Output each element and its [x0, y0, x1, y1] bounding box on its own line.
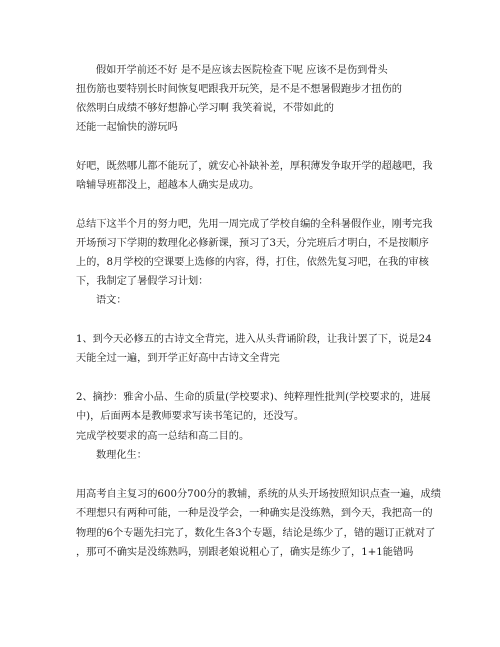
list-item-line: 天能全过一遍，到开学正好高中古诗文全背完: [76, 353, 280, 364]
paragraph-line: 物理的6个专题先扫完了，数化生各3个专题，结论是练少了，错的题订正就对了: [76, 528, 436, 539]
list-item-line: 2、摘抄：雅舍小品、生命的质量(学校要求)、纯粹理性批判(学校要求的，进展: [76, 392, 431, 403]
paragraph-line: 不理想只有两种可能，一种是没学会，一种确实是没练熟，到今天，我把高一的: [76, 508, 433, 519]
section-heading-chinese: 语文：: [96, 295, 127, 306]
list-item-line: 1、到今天必修五的古诗文全背完，进入从头背诵阶段，让我计罢了下，说是24: [76, 334, 432, 345]
section-heading-science: 数理化生：: [96, 450, 147, 461]
poem-line: 还能一起愉快的游玩吗: [76, 122, 178, 133]
paragraph-line: 好吧，既然哪儿都不能玩了，就安心补缺补差，厚积薄发争取开学的超越吧，我: [76, 161, 433, 172]
paragraph-line: 用高考自主复习的600分700分的教辅，系统的从头开场按照知识点查一遍，成绩: [76, 489, 441, 500]
paragraph-line: 下，我制定了暑假学习计划：: [76, 276, 209, 287]
poem-line: 依然明白成绩不够好想静心学习啊 我笑着说，不带如此的: [76, 103, 334, 114]
paragraph-line: 上的，8月学校的空课要上选修的内容，得，打住，依然先复习吧，在我的审核: [76, 257, 429, 268]
paragraph-line: 完成学校要求的高一总结和高二目的。: [76, 431, 250, 442]
paragraph-line: 总结下这半个月的努力吧，先用一周完成了学校自编的全科暑假作业，刚考完我: [76, 219, 433, 230]
paragraph-line: ，那可不确实是没练熟吗，别跟老娘说粗心了，确实是练少了，1+1能错吗: [76, 547, 414, 558]
list-item-line: 中)，后面两本是教师要求写读书笔记的，还没写。: [76, 411, 305, 422]
paragraph-line: 啥辅导班都没上，超越本人确实是成功。: [76, 180, 260, 191]
paragraph-line: 开场预习下学期的数理化必修新课，预习了3天，分完班后才明白，不是按顺序: [76, 238, 429, 249]
poem-line: 假如开学前还不好 是不是应该去医院检查下呢 应该不是伤到骨头: [96, 65, 388, 76]
poem-line: 扭伤筋也要特别长时间恢复吧跟我开玩笑，是不是不想暑假跑步才扭伤的: [76, 84, 402, 95]
